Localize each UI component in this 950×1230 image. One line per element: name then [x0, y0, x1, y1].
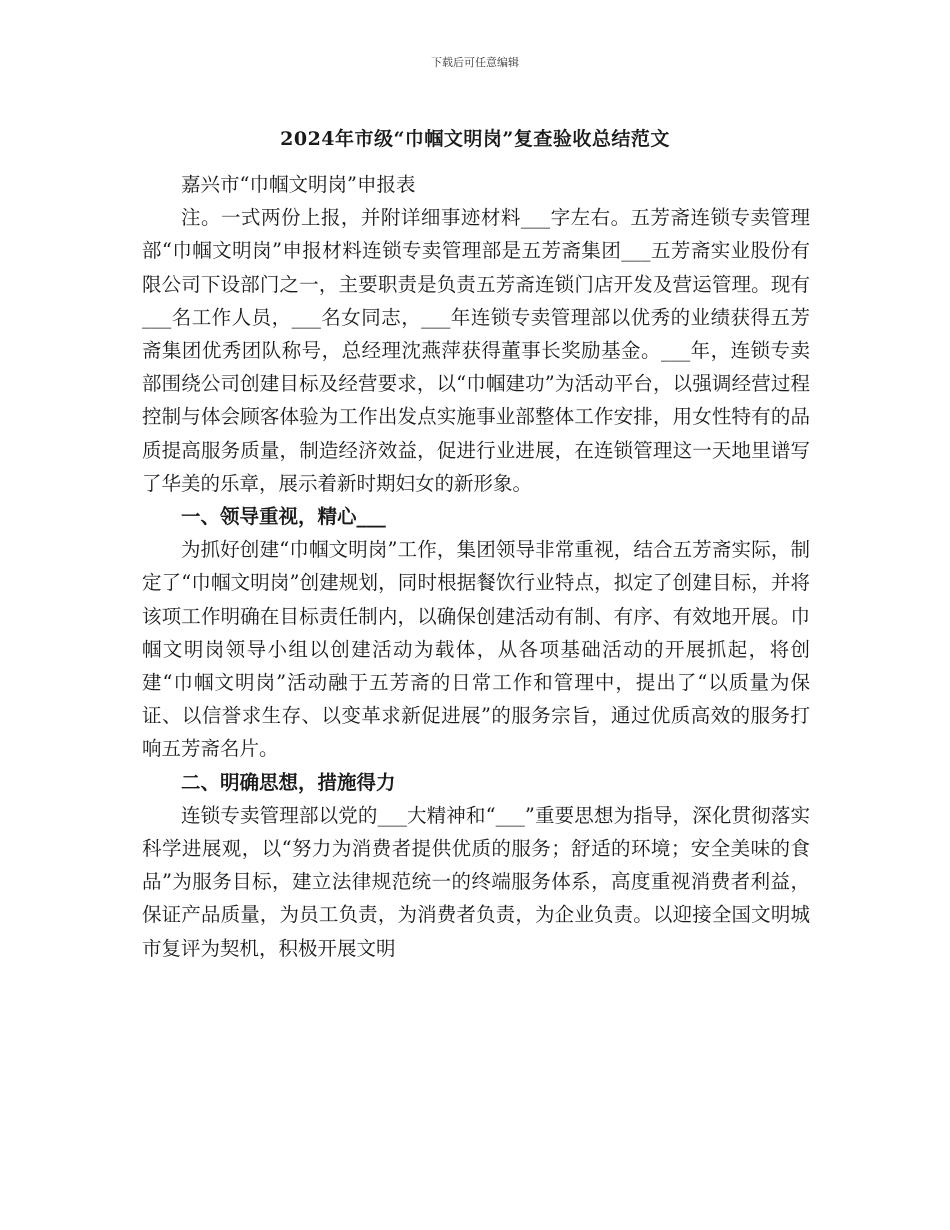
paragraph: 为抓好创建“巾帼文明岗”工作，集团领导非常重视，结合五芳斋实际，制定了“巾帼文明岗”创建规划，同时根据餐饮行业特点，拟定了创建目标，并将该项工作明确在目标责任制内，以确保创建活动有制、有序、有效地开展。巾帼文明岗领导小组以创建活动为载体，从各项基础活动的开展抓起，将创建“巾帼文明岗”活动融于五芳斋的日常工作和管理中，提出了“以质量为保证、以信誉求生存、以变革求新促进展”的服务宗旨，通过优质高效的服务打响五芳斋名片。	[142, 538, 810, 761]
paragraph: 嘉兴市“巾帼文明岗”申报表	[181, 173, 416, 196]
section-heading: 二、明确思想，措施得力	[181, 770, 396, 794]
paragraph: 注。一式两份上报，并附详细事迹材料___字左右。五芳斋连锁专卖管理部“巾帼文明岗”申报材料连锁专卖管理部是五芳斋集团___五芳斋实业股份有限公司下设部门之一，主要职责是负责五芳斋连锁门店开发及营运管理。现有___名工作人员，___名女同志，___年连锁专卖管理部以优秀的业绩获得五芳斋集团优秀团队称号，总经理沈燕萍获得董事长奖励基金。___年，连锁专卖部围绕公司创建目标及经营要求，以“巾帼建功”为活动平台，以强调经营过程控制与体会顾客体验为工作出发点实施事业部整体工作安排，用女性特有的品质提高服务质量，制造经济效益，促进行业进展，在连锁管理这一天地里谱写了华美的乐章，展示着新时期妇女的新形象。	[142, 206, 810, 495]
document-body	[142, 168, 810, 965]
paragraph: 连锁专卖管理部以党的___大精神和“___”重要思想为指导，深化贯彻落实科学进展观，以“努力为消费者提供优质的服务；舒适的环境；安全美味的食品”为服务目标，建立法律规范统一的终端服务体系，高度重视消费者利益，保证产品质量，为员工负责，为消费者负责，为企业负责。以迎接全国文明城市复评为契机，积极开展文明	[142, 803, 810, 960]
document-title: 2024年市级“巾帼文明岗”复查验收总结范文	[280, 128, 670, 150]
header-note: 下载后可任意编辑	[431, 56, 519, 69]
section-heading: 一、领导重视，精心___	[181, 505, 386, 529]
